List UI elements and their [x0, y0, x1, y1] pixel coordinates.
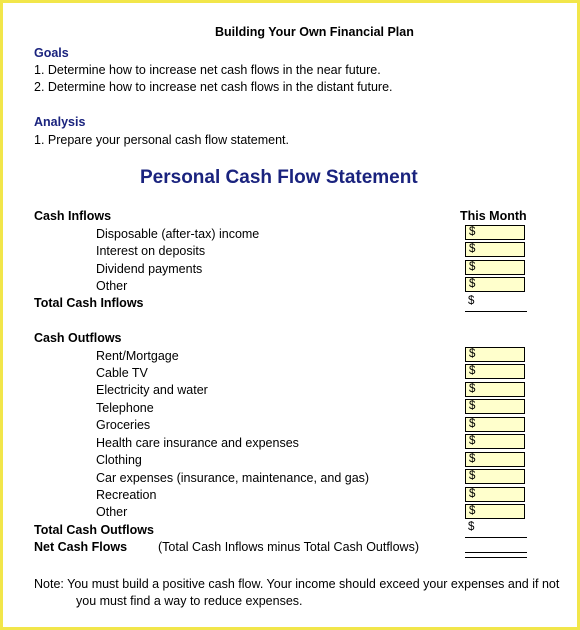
outflow-item-label: Telephone — [96, 401, 154, 415]
net-cash-flows-double-underline — [465, 552, 527, 558]
worksheet-page — [3, 3, 577, 627]
outflow-item-label: Car expenses (insurance, maintenance, and gas) — [96, 471, 370, 485]
analysis-heading: Analysis — [34, 115, 86, 129]
inflow-item-label: Disposable (after-tax) income — [96, 227, 260, 241]
worksheet-title: Building Your Own Financial Plan — [215, 25, 414, 39]
outflow-item-label: Recreation — [96, 488, 157, 502]
total-inflows-label: Total Cash Inflows — [34, 296, 144, 310]
note-line-1: Note: You must build a positive cash flow. Your income should exceed your expenses and if not — [34, 577, 560, 591]
note-line-2: you must find a way to reduce expenses. — [76, 594, 303, 608]
currency-symbol: $ — [469, 383, 476, 395]
currency-symbol: $ — [469, 453, 476, 465]
outflow-amount-cell[interactable] — [465, 469, 525, 484]
inflow-item-label: Dividend payments — [96, 262, 203, 276]
currency-symbol: $ — [469, 418, 476, 430]
outflow-amount-cell[interactable] — [465, 347, 525, 362]
inflow-item-label: Interest on deposits — [96, 244, 206, 258]
this-month-header: This Month — [460, 209, 527, 223]
currency-symbol: $ — [469, 470, 476, 482]
total-inflows-cell — [465, 295, 527, 312]
outflow-amount-cell[interactable] — [465, 452, 525, 467]
currency-symbol: $ — [469, 400, 476, 412]
net-cash-flows-label: Net Cash Flows — [34, 540, 128, 554]
outflow-amount-cell[interactable] — [465, 487, 525, 502]
currency-symbol: $ — [469, 278, 476, 290]
inflow-amount-cell[interactable] — [465, 277, 525, 292]
outflow-item-label: Rent/Mortgage — [96, 349, 179, 363]
outflow-amount-cell[interactable] — [465, 399, 525, 414]
currency-symbol: $ — [468, 295, 475, 307]
goal-item: 2. Determine how to increase net cash flows in the distant future. — [34, 80, 393, 94]
currency-symbol: $ — [469, 348, 476, 360]
outflow-amount-cell[interactable] — [465, 364, 525, 379]
cash-inflows-heading: Cash Inflows — [34, 209, 112, 223]
outflow-item-label: Clothing — [96, 453, 142, 467]
outflow-item-label: Groceries — [96, 418, 151, 432]
currency-symbol: $ — [469, 365, 476, 377]
currency-symbol: $ — [469, 435, 476, 447]
outflow-item-label: Electricity and water — [96, 383, 208, 397]
currency-symbol: $ — [469, 505, 476, 517]
outflow-amount-cell[interactable] — [465, 417, 525, 432]
inflow-amount-cell[interactable] — [465, 225, 525, 240]
outflow-item-label: Cable TV — [96, 366, 148, 380]
cash-outflows-heading: Cash Outflows — [34, 331, 122, 345]
total-outflows-label: Total Cash Outflows — [34, 523, 154, 537]
currency-symbol: $ — [468, 521, 475, 533]
statement-title: Personal Cash Flow Statement — [140, 167, 418, 188]
goal-item: 1. Determine how to increase net cash flows in the near future. — [34, 63, 381, 77]
net-cash-flows-description: (Total Cash Inflows minus Total Cash Outflows) — [158, 540, 419, 554]
outflow-amount-cell[interactable] — [465, 434, 525, 449]
goals-heading: Goals — [34, 46, 69, 60]
outflow-item-label: Health care insurance and expenses — [96, 436, 299, 450]
analysis-item: 1. Prepare your personal cash flow statement. — [34, 133, 289, 147]
total-outflows-cell — [465, 521, 527, 538]
outflow-item-label: Other — [96, 505, 128, 519]
currency-symbol: $ — [469, 261, 476, 273]
currency-symbol: $ — [469, 243, 476, 255]
currency-symbol: $ — [469, 226, 476, 238]
outflow-amount-cell[interactable] — [465, 382, 525, 397]
inflow-amount-cell[interactable] — [465, 260, 525, 275]
currency-symbol: $ — [469, 488, 476, 500]
outflow-amount-cell[interactable] — [465, 504, 525, 519]
inflow-amount-cell[interactable] — [465, 242, 525, 257]
inflow-item-label: Other — [96, 279, 128, 293]
